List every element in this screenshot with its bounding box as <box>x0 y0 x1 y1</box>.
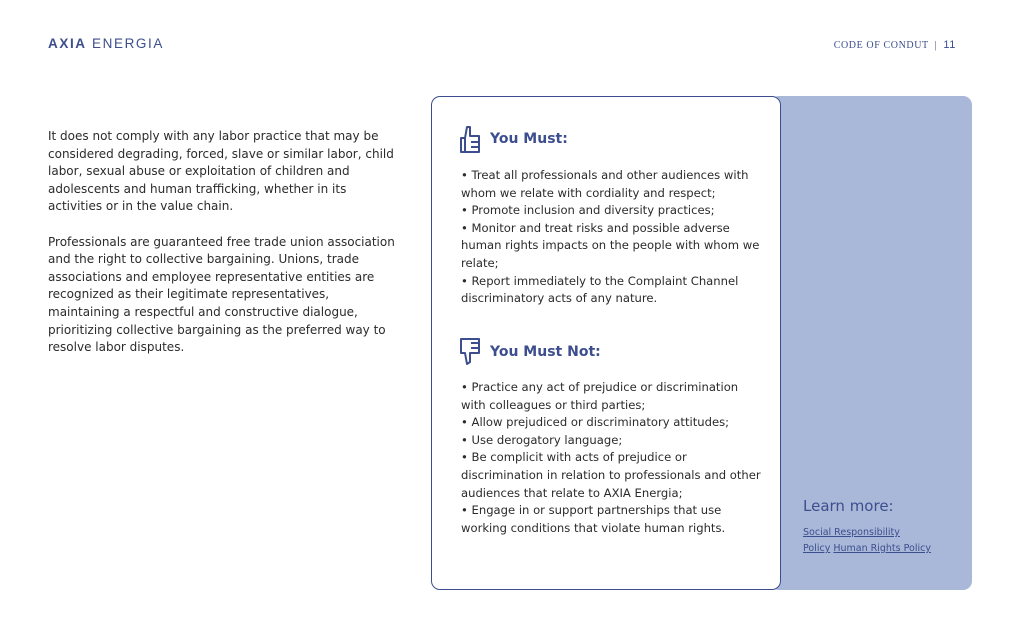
must-header <box>459 125 568 153</box>
list-item: • Use derogatory language; <box>461 432 623 447</box>
learn-more-title: Learn more: <box>803 497 894 515</box>
brand-logo <box>48 36 164 51</box>
thumbs-down-icon <box>459 338 481 366</box>
body-paragraph: It does not comply with any labor practice that may be considered degrading, forced, slave or similar labor, child labor, sexual abuse or exploitation of children and adolescents and human trafficking, whether in its activities or in the value chain. <box>48 129 394 214</box>
list-item: • Report immediately to the Complaint Channel discriminatory acts of any nature. <box>461 273 739 306</box>
must-title: You Must: <box>490 131 568 147</box>
must-not-list <box>461 379 761 537</box>
must-list <box>461 167 761 308</box>
list-item: • Promote inclusion and diversity practices; <box>461 203 715 218</box>
link-social-responsibility[interactable]: Social Responsibility <box>803 527 900 538</box>
must-not-header <box>459 338 601 366</box>
page-number: 11 <box>943 39 956 51</box>
page-header-meta <box>834 39 956 51</box>
section-title: CODE OF CONDUT <box>833 39 929 51</box>
list-item: • Practice any act of prejudice or discrimination with colleagues or third parties; <box>461 380 739 412</box>
link-policy[interactable]: Policy <box>803 543 831 554</box>
body-text-column <box>48 128 403 374</box>
list-item: • Allow prejudiced or discriminatory attitudes; <box>461 415 730 430</box>
thumbs-up-icon <box>459 125 481 153</box>
link-human-rights-policy[interactable]: Human Rights Policy <box>833 543 931 554</box>
list-item: • Treat all professionals and other audiences with whom we relate with cordiality and respect; <box>461 168 749 200</box>
learn-more-links <box>803 525 931 557</box>
list-item: • Monitor and treat risks and possible adverse human rights impacts on the people with whom we relate; <box>461 220 760 270</box>
brand-name-bold: AXIA <box>48 36 87 51</box>
brand-name-light: ENERGIA <box>92 36 164 51</box>
body-paragraph: Professionals are guaranteed free trade union association and the right to collective bargaining. Unions, trade associations and employee representative entities are recognized as their legitimate representatives, maintaining a respectful and constructive dialogue, prioritizing collective bargaining as the preferred way to resolve labor disputes. <box>48 234 395 355</box>
list-item: • Engage in or support partnerships that use working conditions that violate human rights. <box>461 503 726 535</box>
conduct-card <box>431 96 781 590</box>
list-item: • Be complicit with acts of prejudice or discrimination in relation to professionals and other audiences that relate to AXIA Energia; <box>461 450 761 500</box>
header-separator: | <box>934 39 938 51</box>
learn-more <box>803 497 931 557</box>
must-not-title: You Must Not: <box>490 344 601 360</box>
